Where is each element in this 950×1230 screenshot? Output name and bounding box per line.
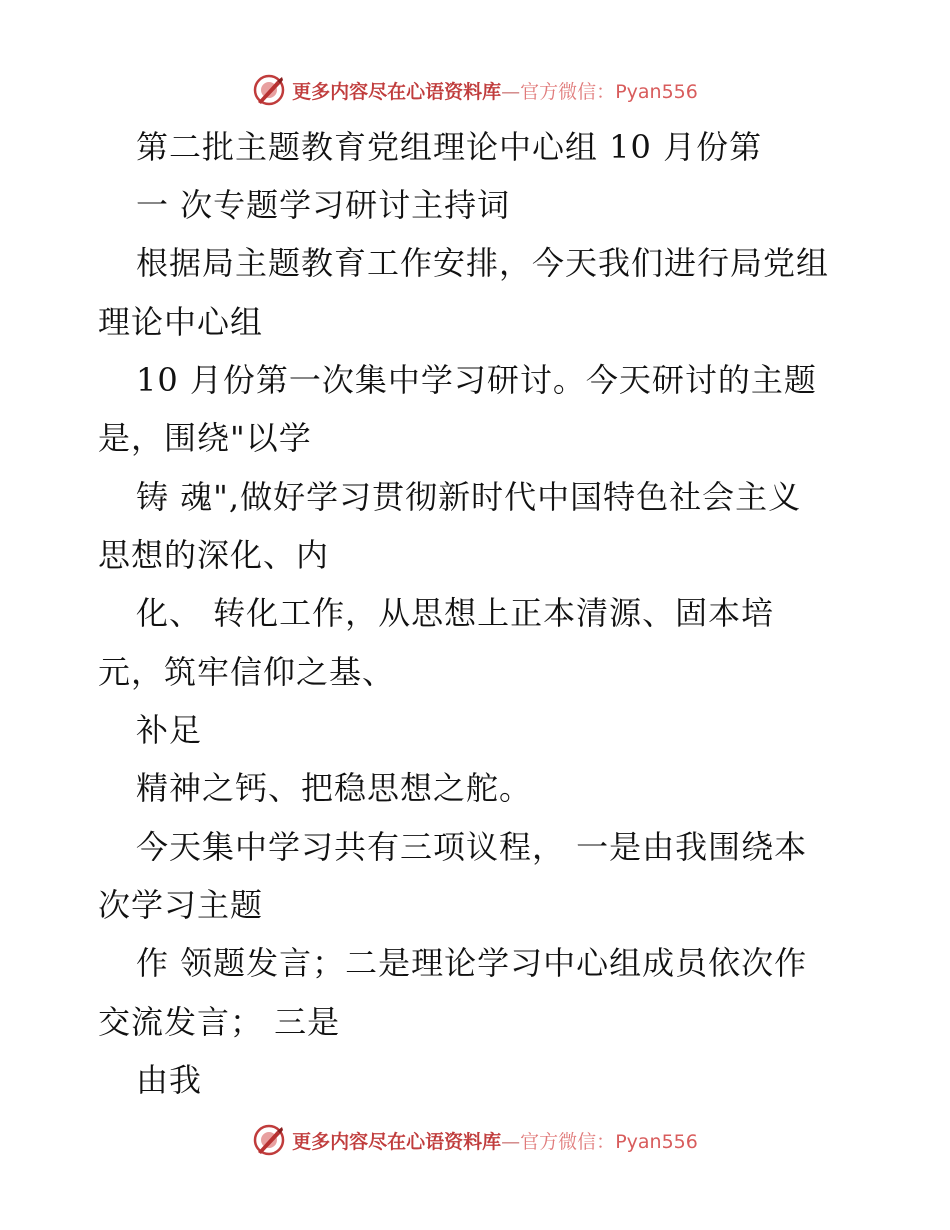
paragraph-line: 补足	[136, 711, 203, 749]
watermark-dash: —	[501, 80, 521, 103]
title-line-2: 一 次专题学习研讨主持词	[136, 186, 511, 224]
watermark-handle: Pyan556	[615, 1130, 698, 1153]
paragraph-line: 次学习主题	[98, 886, 264, 924]
paragraph-line: 铸 魂",做好学习贯彻新时代中国特色社会主义	[136, 478, 802, 516]
watermark-brand: 更多内容尽在心语资料库	[292, 80, 502, 103]
paragraph-line: 今天集中学习共有三项议程， 一是由我围绕本	[136, 828, 808, 866]
paragraph-line: 根据局主题教育工作安排，今天我们进行局党组	[136, 244, 830, 282]
paragraph-line: 精神之钙、把稳思想之舵。	[136, 769, 533, 807]
footer-watermark	[0, 1120, 950, 1160]
title-line-1: 第二批主题教育党组理论中心组 10 月份第	[136, 128, 763, 166]
paragraph-line: 化、 转化工作，从思想上正本清源、固本培	[136, 594, 775, 632]
watermark-brand: 更多内容尽在心语资料库	[292, 1130, 502, 1153]
paragraph-line: 理论中心组	[98, 303, 264, 341]
paragraph-line: 由我	[136, 1061, 203, 1099]
watermark-dash: —	[501, 1130, 521, 1153]
paragraph-line: 作 领题发言；二是理论学习中心组成员依次作	[136, 944, 808, 982]
paragraph-line: 是，围绕"以学	[98, 419, 312, 457]
watermark-text	[292, 1127, 698, 1154]
watermark-handle: Pyan556	[615, 80, 698, 103]
paragraph-line: 交流发言； 三是	[98, 1003, 341, 1041]
paragraph-line: 元，筑牢信仰之基、	[98, 653, 396, 691]
paragraph-line: 10 月份第一次集中学习研讨。今天研讨的主题	[136, 361, 817, 399]
pen-seal-icon	[252, 1123, 286, 1157]
watermark-official: 官方微信：	[520, 1130, 616, 1153]
watermark-official: 官方微信：	[520, 80, 616, 103]
paragraph-line: 思想的深化、内	[98, 536, 330, 574]
